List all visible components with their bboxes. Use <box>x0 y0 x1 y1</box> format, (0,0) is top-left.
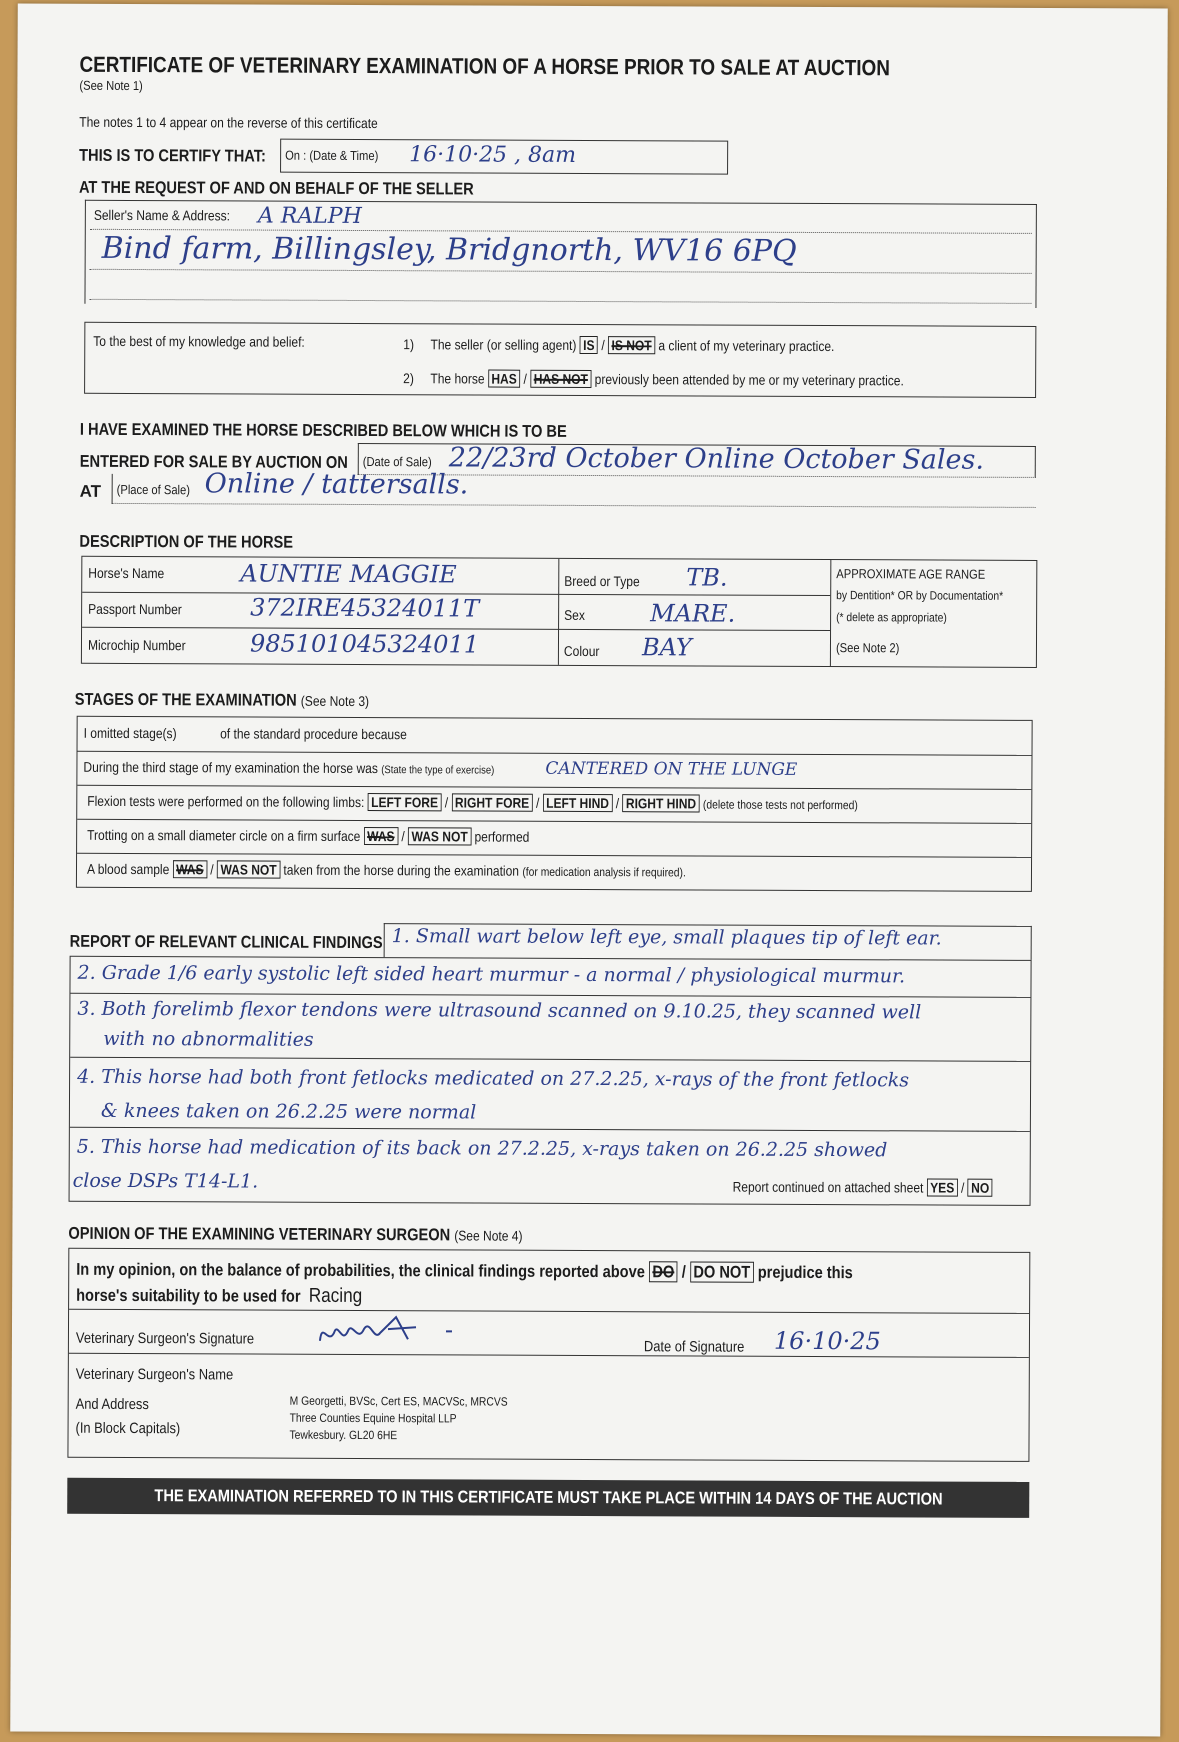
passport-label: Passport Number <box>88 600 182 618</box>
age-range-delete: (* delete as appropriate) <box>836 610 947 625</box>
sex-label: Sex <box>564 606 585 623</box>
desc-col-divider-2 <box>830 560 831 666</box>
knowledge-box <box>84 322 1036 398</box>
vet-signature[interactable] <box>312 1311 472 1356</box>
item2-num: 2) <box>403 370 414 387</box>
knowledge-item-1: 1) The seller (or selling agent) IS / IS NOT a client of my veterinary practice. <box>403 336 835 355</box>
footer-banner: THE EXAMINATION REFERRED TO IN THIS CERTIFICATE MUST TAKE PLACE WITHIN 14 DAYS OF THE AUCTION <box>67 1478 1029 1518</box>
exam-date-value: 16·10·25 , 8am <box>409 142 577 168</box>
exam-date-label: On : (Date & Time) <box>285 147 379 164</box>
item2-post: previously been attended by me or my veterinary practice. <box>594 371 904 389</box>
microchip-value[interactable]: 985101045324011 <box>249 629 480 659</box>
blood-was-not-option[interactable]: WAS NOT <box>217 860 280 878</box>
vet-name-label: Veterinary Surgeon's Name <box>75 1365 234 1384</box>
age-range-title: APPROXIMATE AGE RANGE <box>836 566 986 582</box>
certificate-title: CERTIFICATE OF VETERINARY EXAMINATION OF A HORSE PRIOR TO SALE AT AUCTION <box>79 51 890 81</box>
notes-line: The notes 1 to 4 appear on the reverse of this certificate <box>79 113 378 132</box>
report-divider-1 <box>70 993 1030 998</box>
seller-line-2 <box>90 269 1032 274</box>
report-line-6[interactable]: & knees taken on 26.2.25 were normal <box>100 1099 477 1124</box>
seller-address[interactable]: Bind farm, Billingsley, Bridgnorth, WV16 6PQ <box>101 230 797 269</box>
trotting-was-option[interactable]: WAS <box>364 827 398 845</box>
blood-row: A blood sample WAS / WAS NOT taken from the horse during the examination (for medication analysis if required). <box>86 860 686 880</box>
item2-text: The horse <box>430 370 485 387</box>
horse-has-not-option[interactable]: HAS NOT <box>530 370 591 388</box>
continued-yes-option[interactable]: YES <box>927 1178 958 1196</box>
block-capitals-label: (In Block Capitals) <box>75 1419 181 1438</box>
certificate-page <box>10 3 1168 1736</box>
report-divider-2 <box>70 1057 1030 1062</box>
horse-name-value[interactable]: AUNTIE MAGGIE <box>240 559 457 589</box>
examined-line: I HAVE EXAMINED THE HORSE DESCRIBED BELOW WHICH IS TO BE <box>79 419 567 441</box>
sale-place-label: (Place of Sale) <box>116 481 191 498</box>
colour-label: Colour <box>563 642 600 660</box>
blood-was-option[interactable]: WAS <box>173 860 207 878</box>
seller-label: Seller's Name & Address: <box>93 206 231 224</box>
seller-name[interactable]: A RALPH <box>257 203 362 230</box>
vet-details-line-3: Tewkesbury. GL20 6HE <box>289 1427 398 1443</box>
horse-has-option[interactable]: HAS <box>488 370 520 388</box>
see-note-1: (See Note 1) <box>79 77 143 94</box>
seller-is-not-option[interactable]: IS NOT <box>608 336 655 354</box>
opinion-purpose[interactable]: Racing <box>308 1284 363 1308</box>
opinion-divider-1 <box>69 1309 1029 1314</box>
item1-post: a client of my veterinary practice. <box>658 337 835 355</box>
knowledge-item-2: 2) The horse HAS / HAS NOT previously been attended by me or my veterinary practice. <box>403 370 904 389</box>
opinion-divider-2 <box>69 1353 1029 1358</box>
breed-value[interactable]: TB. <box>686 563 728 592</box>
certify-label: THIS IS TO CERTIFY THAT: <box>79 145 266 166</box>
exam-date-field[interactable] <box>280 139 728 175</box>
stages-divider-4 <box>77 853 1031 858</box>
report-line-4[interactable]: with no abnormalities <box>103 1027 314 1051</box>
microchip-label: Microchip Number <box>87 636 186 654</box>
entered-line: ENTERED FOR SALE BY AUCTION ON <box>79 451 348 472</box>
flexion-left-fore[interactable]: LEFT FORE <box>368 793 442 811</box>
trotting-row: Trotting on a small diameter circle on a firm surface WAS / WAS NOT performed <box>87 826 530 845</box>
stages-divider-1 <box>78 751 1032 756</box>
item1-text: The seller (or selling agent) <box>430 336 577 353</box>
sign-date-label: Date of Signature <box>643 1338 745 1356</box>
vet-address-label: And Address <box>75 1395 149 1414</box>
third-stage-value[interactable]: CANTERED ON THE LUNGE <box>545 758 798 780</box>
flexion-right-hind[interactable]: RIGHT HIND <box>622 794 699 812</box>
report-line-7[interactable]: 5. This horse had medication of its back on 27.2.25, x-rays taken on 26.2.25 showed <box>76 1135 888 1162</box>
stages-divider-3 <box>77 819 1031 824</box>
sale-place-field[interactable] <box>112 468 1036 508</box>
report-continued: Report continued on attached sheet YES / NO <box>733 1179 1035 1196</box>
report-line-8[interactable]: close DSPs T14-L1. <box>72 1169 259 1193</box>
report-line-5[interactable]: 4. This horse had both front fetlocks medicated on 27.2.25, x-rays of the front fetlocks <box>77 1065 910 1092</box>
breed-label: Breed or Type <box>564 572 640 590</box>
report-line-2[interactable]: 2. Grade 1/6 early systolic left sided heart murmur - a normal / physiological murmur. <box>77 961 906 988</box>
description-table <box>81 556 1037 668</box>
third-stage-row: During the third stage of my examination the horse was (State the type of exercise) <box>83 758 495 777</box>
report-line-1[interactable]: 1. Small wart below left eye, small plaques tip of left ear. <box>391 925 942 950</box>
stages-table <box>76 716 1033 892</box>
description-heading: DESCRIPTION OF THE HORSE <box>79 531 294 552</box>
request-line: AT THE REQUEST OF AND ON BEHALF OF THE SELLER <box>78 177 474 199</box>
at-label: AT <box>79 481 102 501</box>
opinion-do-option[interactable]: DO <box>649 1261 678 1282</box>
omitted-row: I omitted stage(s) of the standard procedure because <box>83 724 407 743</box>
seller-box <box>84 200 1036 308</box>
opinion-heading: OPINION OF THE EXAMINING VETERINARY SURGEON (See Note 4) <box>68 1223 523 1245</box>
trotting-was-not-option[interactable]: WAS NOT <box>408 827 471 845</box>
stages-heading: STAGES OF THE EXAMINATION (See Note 3) <box>74 689 370 710</box>
sale-date-value: 22/23rd October Online October Sales. <box>448 442 985 476</box>
vet-details-line-2: Three Counties Equine Hospital LLP <box>289 1410 457 1426</box>
opinion-do-not-option[interactable]: DO NOT <box>690 1261 754 1282</box>
report-line-3[interactable]: 3. Both forelimb flexor tendons were ultrasound scanned on 9.10.25, they scanned well <box>77 997 922 1024</box>
seller-is-option[interactable]: IS <box>580 336 598 354</box>
flexion-left-hind[interactable]: LEFT HIND <box>543 794 613 812</box>
colour-value[interactable]: BAY <box>641 633 692 662</box>
continued-no-option[interactable]: NO <box>968 1179 993 1197</box>
opinion-purpose-row: horse's suitability to be used for Racing <box>76 1284 363 1308</box>
passport-value[interactable]: 372IRE45324011T <box>250 593 480 623</box>
vet-details-line-1: M Georgetti, BVSc, Cert ES, MACVSc, MRCVS <box>289 1393 508 1409</box>
opinion-statement: In my opinion, on the balance of probabilities, the clinical findings reported above DO / DO NOT prejudice this <box>76 1259 853 1283</box>
flexion-row: Flexion tests were performed on the following limbs: LEFT FORE / RIGHT FORE / LEFT HIND / RIGHT HIND (delete those tests not performed) <box>87 792 858 813</box>
signature-label: Veterinary Surgeon's Signature <box>75 1329 255 1348</box>
sale-place-value: Online / tattersalls. <box>204 468 469 501</box>
sex-value[interactable]: MARE. <box>650 599 736 628</box>
desc-col-divider-1 <box>558 559 559 665</box>
report-heading: REPORT OF RELEVANT CLINICAL FINDINGS <box>69 931 383 953</box>
report-divider-3 <box>70 1127 1030 1132</box>
flexion-right-fore[interactable]: RIGHT FORE <box>451 793 532 811</box>
stages-divider-2 <box>77 785 1031 790</box>
item1-num: 1) <box>403 336 415 353</box>
horse-name-label: Horse's Name <box>88 564 165 582</box>
age-range-method: by Dentition* OR by Documentation* <box>836 588 1004 603</box>
vet-details[interactable] <box>289 1393 543 1445</box>
age-range-note: (See Note 2) <box>835 640 900 656</box>
seller-line-3 <box>89 299 1031 304</box>
sign-date-value[interactable]: 16·10·25 <box>773 1326 881 1356</box>
knowledge-label: To the best of my knowledge and belief: <box>93 332 305 350</box>
sale-date-label: (Date of Sale) <box>362 454 432 470</box>
